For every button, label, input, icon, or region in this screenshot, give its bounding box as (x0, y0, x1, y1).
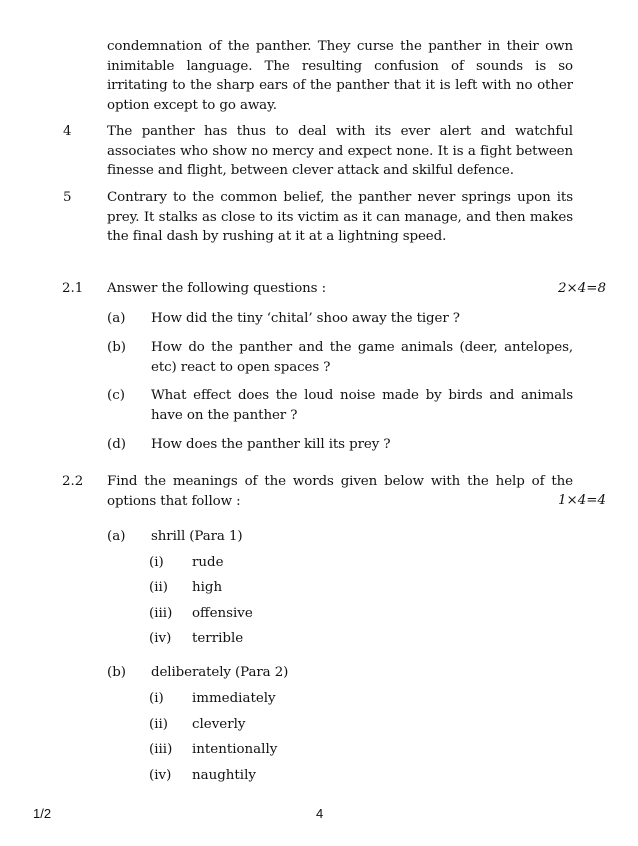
word-b-option-ii-text: cleverly (192, 717, 246, 732)
paper-code: 1/2 (33, 806, 52, 821)
question-2-1-number: 2.1 (62, 281, 84, 296)
question-2-2-marks: 1×4=4 (558, 493, 606, 508)
word-b-option-ii-label: (ii) (149, 717, 169, 732)
question-2-1-a-label: (a) (107, 311, 126, 326)
word-a-option-iv-label: (iv) (149, 631, 172, 646)
paragraph-5: Contrary to the common belief, the panther never springs upon its prey. It stalks as close to its victim as it can manage, and then makes the final dash by rushing at it at a lightning speed. (107, 190, 573, 244)
question-2-2-prompt: Find the meanings of the words given below with the help of the options that follow : (107, 474, 573, 509)
paragraph-3-continuation: condemnation of the panther. They curse the panther in their own inimitable language. The resulting confusion of sounds is so irritating to the sharp ears of the panther that it is left with no other option except to go away. (107, 39, 573, 113)
question-2-1-marks: 2×4=8 (558, 281, 606, 296)
word-b-label: (b) (107, 665, 127, 680)
question-2-1-c-label: (c) (107, 388, 125, 403)
word-b-text: deliberately (Para 2) (151, 665, 289, 680)
paragraph-4: The panther has thus to deal with its ever alert and watchful associates who show no mercy and expect none. It is a fight between finesse and flight, between clever attack and skilful defence. (107, 124, 573, 178)
page-number: 4 (316, 806, 324, 821)
word-b-option-iv-label: (iv) (149, 768, 172, 783)
word-a-option-iv-text: terrible (192, 631, 244, 646)
question-2-1-b-label: (b) (107, 340, 127, 355)
word-a-option-iii-label: (iii) (149, 606, 173, 621)
word-a-option-ii-label: (ii) (149, 580, 169, 595)
word-a-option-iii-text: offensive (192, 606, 253, 621)
word-b-option-i-text: immediately (192, 691, 276, 706)
word-a-text: shrill (Para 1) (151, 529, 243, 544)
word-a-option-ii-text: high (192, 580, 223, 595)
question-2-1-d-label: (d) (107, 437, 127, 452)
paragraph-5-number: 5 (63, 190, 72, 205)
word-a-label: (a) (107, 529, 126, 544)
word-a-option-i-label: (i) (149, 555, 164, 570)
question-2-1-b-text: How do the panther and the game animals (deer, antelopes, etc) react to open spaces ? (151, 340, 573, 375)
word-b-option-iii-label: (iii) (149, 742, 173, 757)
question-2-2-number: 2.2 (62, 474, 84, 489)
question-2-1-a-text: How did the tiny ‘chital’ shoo away the tiger ? (151, 311, 460, 326)
word-b-option-iii-text: intentionally (192, 742, 278, 757)
paragraph-4-number: 4 (63, 124, 72, 139)
question-2-1-c-text: What effect does the loud noise made by birds and animals have on the panther ? (151, 388, 573, 423)
word-b-option-i-label: (i) (149, 691, 164, 706)
question-2-1-prompt: Answer the following questions : (107, 281, 327, 296)
word-b-option-iv-text: naughtily (192, 768, 256, 783)
word-a-option-i-text: rude (192, 555, 224, 570)
question-2-1-d-text: How does the panther kill its prey ? (151, 437, 391, 452)
